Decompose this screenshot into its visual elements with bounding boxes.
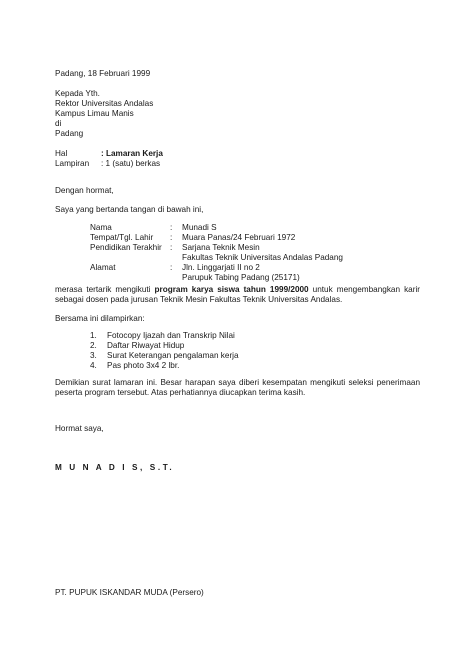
body-paragraph	[55, 285, 420, 305]
attachment-list	[90, 331, 239, 371]
signature-block	[55, 463, 420, 473]
colon: :	[170, 263, 173, 272]
closing-paragraph-text: Demikian surat lamaran ini. Besar harapan saya diberi kesempatan mengikuti seleksi penerimaan peserta program tersebut. Atas perhatiannya diucapkan terima kasih.	[55, 378, 420, 397]
colon: :	[170, 223, 173, 232]
list-item-text: Daftar Riwayat Hidup	[107, 341, 185, 350]
recipient-city: Padang	[55, 129, 84, 138]
hal-label: Hal	[55, 149, 68, 158]
recipient-name: Rektor Universitas Andalas	[55, 99, 154, 108]
pendidikan-value-2: Fakultas Teknik Universitas Andalas Padang	[182, 253, 343, 262]
closing-block	[55, 424, 420, 434]
recipient-salutation: Kepada Yth.	[55, 89, 100, 98]
footer-company: PT. PUPUK ISKANDAR MUDA (Persero)	[55, 588, 204, 597]
list-item	[90, 351, 239, 361]
subject-block	[55, 149, 420, 169]
alamat-value-2: Parupuk Tabing Padang (25171)	[182, 273, 300, 282]
list-item-number: 1.	[90, 331, 97, 340]
lampiran-label: Lampiran	[55, 159, 90, 168]
body-bold: program karya siswa tahun 1999/2000	[154, 285, 309, 294]
identity-row-pendidikan-cont	[90, 253, 420, 263]
place-date: Padang, 18 Februari 1999	[55, 69, 151, 78]
greeting: Dengan hormat,	[55, 186, 114, 195]
identity-row-alamat-cont	[90, 273, 420, 283]
signature-name: M U N A D I S, S.T.	[55, 463, 175, 472]
alamat-label: Alamat	[90, 263, 116, 272]
intro-block	[55, 205, 420, 215]
pendidikan-label: Pendidikan Terakhir	[90, 243, 162, 252]
recipient-block	[55, 89, 420, 139]
recipient-address: Kampus Limau Manis	[55, 109, 134, 118]
identity-row-nama	[90, 223, 420, 233]
body-part-1: merasa tertarik mengikuti	[55, 285, 155, 294]
ttl-value: Muara Panas/24 Februari 1972	[182, 233, 296, 242]
place-date-block	[55, 69, 420, 79]
identity-row-alamat	[90, 263, 420, 273]
nama-value: Munadi S	[182, 223, 217, 232]
subject-lampiran-row	[55, 159, 420, 169]
list-item	[90, 361, 239, 371]
list-item	[90, 341, 239, 351]
list-item-number: 2.	[90, 341, 97, 350]
greeting-block	[55, 186, 420, 196]
identity-row-pendidikan	[90, 243, 420, 253]
intro-text: Saya yang bertanda tangan di bawah ini,	[55, 205, 204, 214]
closing-paragraph	[55, 378, 420, 398]
attach-intro: Bersama ini dilampirkan:	[55, 314, 145, 323]
attach-intro-block	[55, 314, 420, 324]
ttl-label: Tempat/Tgl. Lahir	[90, 233, 154, 242]
subject-hal-row	[55, 149, 420, 159]
list-item	[90, 331, 239, 341]
list-item-number: 4.	[90, 361, 97, 370]
colon: :	[170, 243, 173, 252]
identity-table	[90, 223, 420, 283]
list-item-text: Surat Keterangan pengalaman kerja	[107, 351, 239, 360]
lampiran-value: : 1 (satu) berkas	[101, 159, 161, 168]
list-item-text: Fotocopy Ijazah dan Transkrip Nilai	[107, 331, 235, 340]
hal-value: : Lamaran Kerja	[101, 149, 163, 158]
nama-label: Nama	[90, 223, 112, 232]
alamat-value-1: Jln. Linggarjati II no 2	[182, 263, 260, 272]
closing: Hormat saya,	[55, 424, 104, 433]
list-item-text: Pas photo 3x4 2 lbr.	[107, 361, 180, 370]
list-item-number: 3.	[90, 351, 97, 360]
identity-row-ttl	[90, 233, 420, 243]
colon: :	[170, 233, 173, 242]
pendidikan-value-1: Sarjana Teknik Mesin	[182, 243, 260, 252]
body-part-2: untuk mengembangkan karir sebagai dosen pada jurusan Teknik Mesin Fakultas Teknik Universitas Andalas.	[55, 285, 420, 304]
recipient-di: di	[55, 119, 62, 128]
